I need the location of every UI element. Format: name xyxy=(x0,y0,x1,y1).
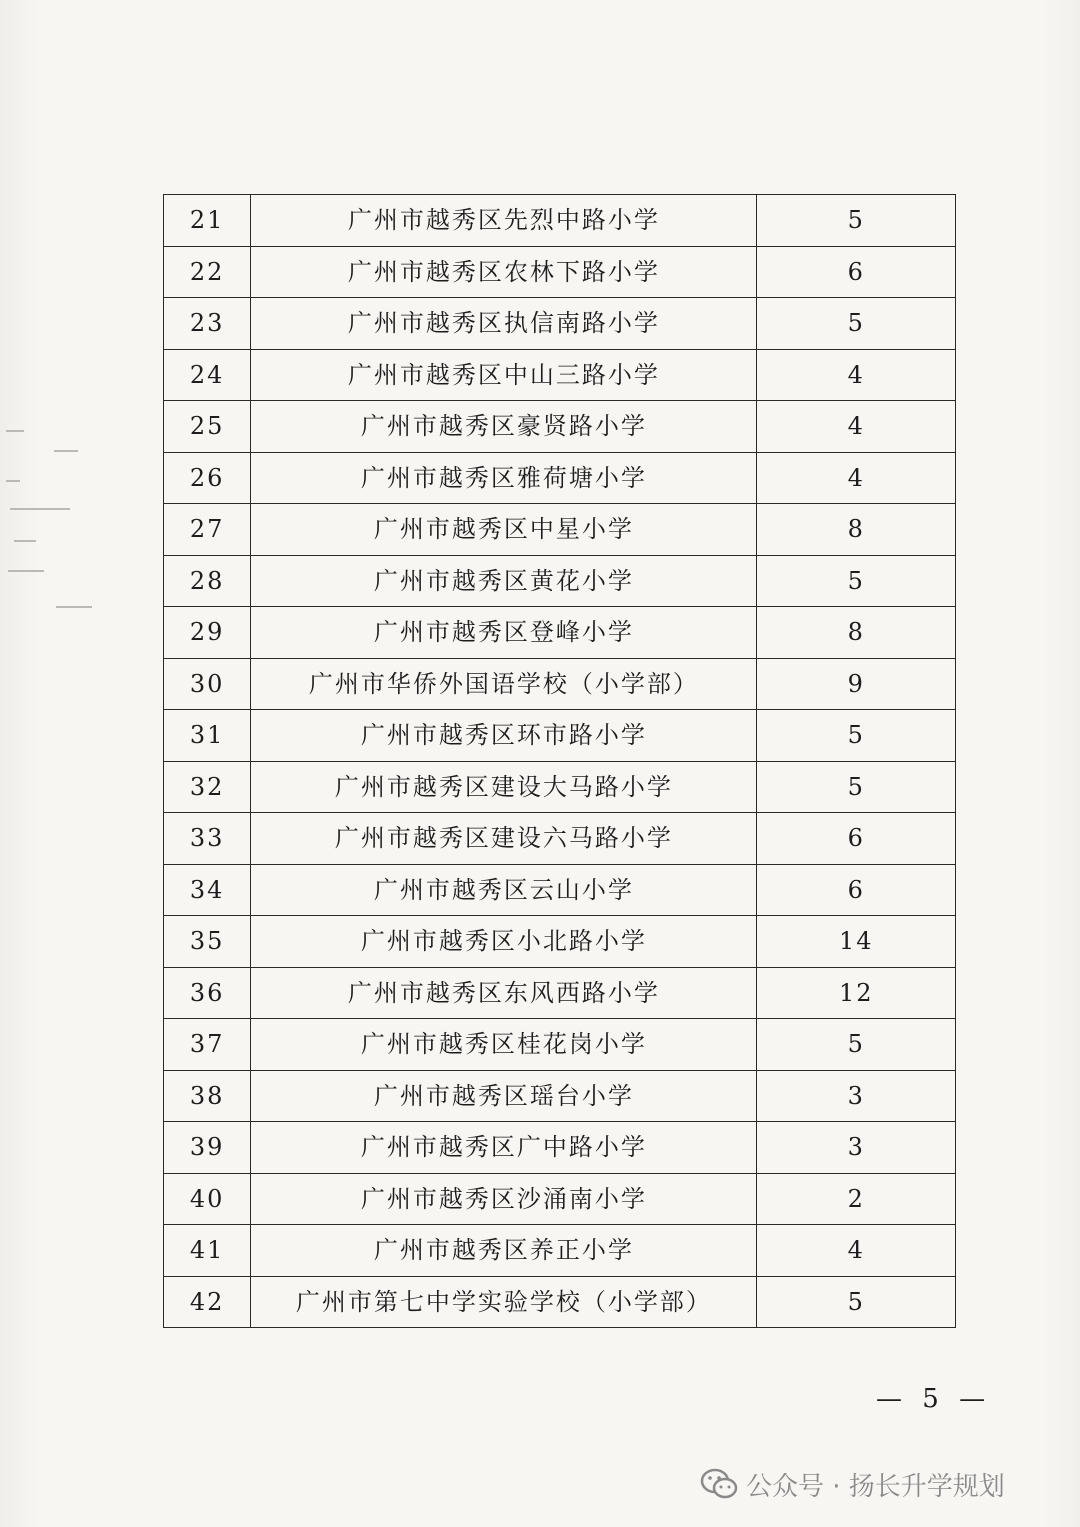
table-row xyxy=(164,555,956,607)
quota-count: 6 xyxy=(757,813,956,865)
quota-count: 4 xyxy=(757,401,956,453)
school-name: 广州市越秀区建设大马路小学 xyxy=(251,761,757,813)
quota-count: 9 xyxy=(757,658,956,710)
school-name: 广州市越秀区中山三路小学 xyxy=(251,349,757,401)
quota-count: 5 xyxy=(757,195,956,247)
wechat-watermark xyxy=(700,1462,1005,1506)
table-row xyxy=(164,504,956,556)
quota-count: 5 xyxy=(757,298,956,350)
quota-count: 5 xyxy=(757,1276,956,1328)
school-name: 广州市越秀区豪贤路小学 xyxy=(251,401,757,453)
row-number: 25 xyxy=(164,401,251,453)
table-row xyxy=(164,1173,956,1225)
row-number: 27 xyxy=(164,504,251,556)
table-row xyxy=(164,246,956,298)
school-name: 广州市越秀区农林下路小学 xyxy=(251,246,757,298)
row-number: 23 xyxy=(164,298,251,350)
quota-count: 4 xyxy=(757,349,956,401)
table-row xyxy=(164,1019,956,1071)
school-name: 广州市越秀区沙涌南小学 xyxy=(251,1173,757,1225)
table-row xyxy=(164,916,956,968)
table-row xyxy=(164,195,956,247)
table-row xyxy=(164,1225,956,1277)
row-number: 39 xyxy=(164,1122,251,1174)
row-number: 29 xyxy=(164,607,251,659)
table-body xyxy=(164,195,956,1328)
quota-count: 6 xyxy=(757,246,956,298)
row-number: 28 xyxy=(164,555,251,607)
quota-count: 4 xyxy=(757,1225,956,1277)
row-number: 33 xyxy=(164,813,251,865)
school-name: 广州市越秀区广中路小学 xyxy=(251,1122,757,1174)
school-name: 广州市越秀区雅荷塘小学 xyxy=(251,452,757,504)
quota-count: 6 xyxy=(757,864,956,916)
table-row xyxy=(164,967,956,1019)
school-name: 广州市越秀区中星小学 xyxy=(251,504,757,556)
row-number: 22 xyxy=(164,246,251,298)
row-number: 38 xyxy=(164,1070,251,1122)
school-name: 广州市越秀区东风西路小学 xyxy=(251,967,757,1019)
school-name: 广州市越秀区桂花岗小学 xyxy=(251,1019,757,1071)
table-row xyxy=(164,349,956,401)
school-quota-table xyxy=(163,194,956,1328)
quota-count: 3 xyxy=(757,1070,956,1122)
row-number: 26 xyxy=(164,452,251,504)
school-name: 广州市第七中学实验学校（小学部） xyxy=(251,1276,757,1328)
quota-count: 2 xyxy=(757,1173,956,1225)
table-row xyxy=(164,813,956,865)
table-row xyxy=(164,658,956,710)
quota-count: 5 xyxy=(757,555,956,607)
row-number: 42 xyxy=(164,1276,251,1328)
school-name: 广州市越秀区执信南路小学 xyxy=(251,298,757,350)
school-name: 广州市越秀区建设六马路小学 xyxy=(251,813,757,865)
wechat-icon xyxy=(700,1467,738,1501)
quota-count: 8 xyxy=(757,607,956,659)
table-row xyxy=(164,298,956,350)
row-number: 37 xyxy=(164,1019,251,1071)
school-name: 广州市越秀区养正小学 xyxy=(251,1225,757,1277)
quota-count: 5 xyxy=(757,710,956,762)
school-name: 广州市越秀区瑶台小学 xyxy=(251,1070,757,1122)
quota-count: 12 xyxy=(757,967,956,1019)
row-number: 21 xyxy=(164,195,251,247)
table-row xyxy=(164,761,956,813)
page-number: — 5 — xyxy=(876,1384,992,1414)
row-number: 36 xyxy=(164,967,251,1019)
table-row xyxy=(164,401,956,453)
table-row xyxy=(164,710,956,762)
school-name: 广州市越秀区登峰小学 xyxy=(251,607,757,659)
table-row xyxy=(164,607,956,659)
quota-count: 3 xyxy=(757,1122,956,1174)
table-row xyxy=(164,864,956,916)
table-row xyxy=(164,1070,956,1122)
row-number: 41 xyxy=(164,1225,251,1277)
table-row xyxy=(164,452,956,504)
row-number: 32 xyxy=(164,761,251,813)
table-row xyxy=(164,1276,956,1328)
quota-count: 8 xyxy=(757,504,956,556)
school-name: 广州市越秀区环市路小学 xyxy=(251,710,757,762)
quota-count: 5 xyxy=(757,1019,956,1071)
margin-scan-marks xyxy=(6,420,96,620)
quota-count: 4 xyxy=(757,452,956,504)
quota-count: 5 xyxy=(757,761,956,813)
row-number: 34 xyxy=(164,864,251,916)
row-number: 24 xyxy=(164,349,251,401)
school-name: 广州市华侨外国语学校（小学部） xyxy=(251,658,757,710)
watermark-text: 公众号 · 扬长升学规划 xyxy=(746,1471,1005,1502)
school-name: 广州市越秀区小北路小学 xyxy=(251,916,757,968)
row-number: 35 xyxy=(164,916,251,968)
row-number: 40 xyxy=(164,1173,251,1225)
school-name: 广州市越秀区黄花小学 xyxy=(251,555,757,607)
school-name: 广州市越秀区云山小学 xyxy=(251,864,757,916)
row-number: 30 xyxy=(164,658,251,710)
row-number: 31 xyxy=(164,710,251,762)
table-row xyxy=(164,1122,956,1174)
quota-count: 14 xyxy=(757,916,956,968)
school-name: 广州市越秀区先烈中路小学 xyxy=(251,195,757,247)
